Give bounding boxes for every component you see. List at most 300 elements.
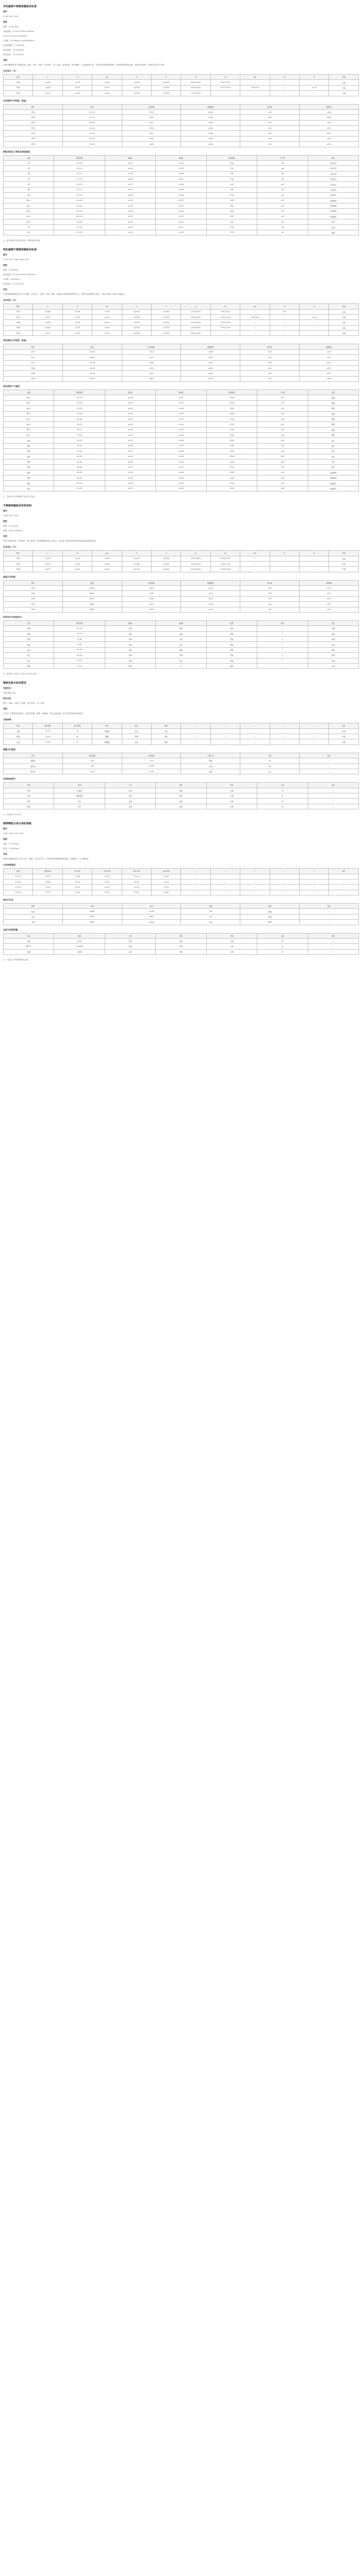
- table-cell: 余量: [329, 567, 359, 572]
- table-cell: ≤0.08: [33, 85, 62, 90]
- table-cell: ≤2.00: [92, 80, 122, 85]
- table-cell: —: [270, 885, 299, 890]
- use-label: 用途：: [3, 288, 9, 291]
- table-header-cell: 伸长率: [240, 104, 300, 109]
- table-cell: 清晰完整: [54, 793, 105, 799]
- table-header-cell: Mn: [92, 304, 122, 309]
- table-row: [4, 427, 359, 432]
- table-header-cell: Si: [62, 551, 92, 556]
- table-cell: 有: [257, 949, 308, 954]
- table-cell: ≤8: [257, 177, 308, 182]
- table-row: [4, 596, 359, 601]
- document-section: [3, 681, 359, 817]
- table-row: [4, 658, 359, 663]
- table-title: 包装规格: [3, 718, 11, 721]
- table-cell: —: [300, 769, 359, 774]
- table-cell: —: [308, 949, 358, 954]
- table-cell: —: [300, 325, 329, 330]
- table-cell: 1295: [4, 331, 33, 336]
- table-title: 供货状态与检验项目: [3, 615, 22, 618]
- table-cell: 20-40: [54, 476, 105, 481]
- table-cell: ≥35: [240, 586, 300, 591]
- table-cell: +6/0: [206, 198, 257, 203]
- table-cell: ≤6: [257, 230, 308, 235]
- table-header-row: [4, 75, 359, 80]
- table-cell: 拉伸: [105, 631, 155, 636]
- table-cell: 量具: [105, 938, 155, 943]
- table-cell: 合格: [206, 944, 257, 949]
- table-cell: ≤0.030: [152, 91, 181, 96]
- table-cell: 1: [257, 647, 308, 652]
- table-cell: +6/0: [206, 203, 257, 208]
- table-cell: ≥205: [181, 349, 240, 354]
- table-cell: 防潮纸: [92, 728, 122, 734]
- table-row: [4, 793, 359, 799]
- table-row: [4, 136, 359, 141]
- table-row: [4, 663, 359, 668]
- table-cell: 余量: [329, 309, 359, 314]
- table-cell: ≥250: [122, 607, 181, 612]
- table-header-cell: 重量范围: [62, 753, 122, 758]
- table-cell: 无破损: [54, 788, 105, 793]
- table-cell: 每批: [206, 637, 257, 642]
- table-cell: 标签: [122, 728, 151, 734]
- table-header-cell: 外径: [122, 904, 181, 909]
- table-cell: 3.0-4.0: [54, 400, 105, 405]
- table-cell: ≤0.10: [300, 314, 329, 319]
- table-cell: —: [308, 788, 358, 793]
- table-header-cell: 适用: [152, 723, 181, 728]
- table-cell: ≤200: [300, 109, 359, 114]
- table-cell: 22.00-24.00: [181, 320, 210, 325]
- table-cell: —: [270, 734, 299, 739]
- table-cell: ±0.40: [105, 427, 155, 432]
- table-cell: —: [240, 567, 270, 572]
- table-cell: 拉伸: [105, 637, 155, 642]
- table-cell: 固溶: [4, 626, 54, 631]
- table-cell: —: [329, 874, 359, 879]
- table-cell: ≤0.045: [122, 556, 151, 561]
- table-cell: ±0.25: [105, 411, 155, 416]
- table-cell: ±0.5%: [122, 764, 181, 769]
- table-cell: 1290: [4, 371, 63, 376]
- table-header-cell: 备注: [300, 753, 359, 758]
- table-cell: ±0.60: [156, 438, 206, 443]
- table-cell: ±0.10: [62, 879, 92, 884]
- table-title: 化学成分（%）: [3, 70, 18, 72]
- table-cell: 标准: [308, 647, 358, 652]
- table-cell: ≤217: [300, 586, 359, 591]
- table-cell: ≤16: [257, 486, 308, 491]
- table-header-cell: 偏差A: [105, 155, 155, 160]
- table-cell: 6.0-20: [54, 470, 105, 475]
- table-header-cell: 厚度: [62, 344, 122, 349]
- table-cell: 弯曲: [156, 653, 206, 658]
- table-header-cell: —: [240, 723, 270, 728]
- table-cell: 国内: [152, 734, 181, 739]
- table-cell: 完好: [54, 799, 105, 804]
- table-header-cell: 最大重量: [62, 723, 92, 728]
- table-cell: ±0.70: [105, 449, 155, 454]
- table-cell: 逐件: [156, 804, 206, 809]
- table-cell: +30/0: [206, 459, 257, 464]
- table-cell: ≤0.02: [54, 938, 105, 943]
- table-cell: —: [210, 890, 240, 895]
- table-row: [4, 642, 359, 647]
- table-cell: ≥35: [240, 607, 300, 612]
- table-cell: ±0.18: [105, 395, 155, 400]
- table-header-cell: 备注: [329, 869, 359, 874]
- table-cell: —: [240, 556, 270, 561]
- table-cell: 1250: [4, 131, 63, 136]
- table-cell: 拉伸: [105, 642, 155, 647]
- table-header-row: [4, 155, 359, 160]
- table-cell: ±0.30: [156, 411, 206, 416]
- table-cell: 6.0-8.0: [54, 416, 105, 421]
- table-cell: 目视: [308, 663, 358, 668]
- spec-line: 厚度：0.1-3.0mm: [3, 843, 19, 845]
- table-cell: —: [270, 561, 299, 566]
- table-cell: ≥205: [181, 131, 240, 136]
- table-cell: ≥205: [181, 136, 240, 141]
- table-cell: 5-10t: [62, 769, 122, 774]
- table-cell: No.1: [4, 422, 54, 427]
- table-cell: ≥440: [122, 142, 181, 147]
- table-cell: —: [270, 314, 299, 319]
- table-header-cell: N: [300, 551, 329, 556]
- table-cell: 覆膜: [92, 734, 122, 739]
- table-header-row: [4, 933, 359, 938]
- table-cell: 6.0-8.0: [54, 209, 105, 214]
- table-cell: —: [270, 85, 299, 90]
- use-paragraph: 产品出厂时附质量证明书，包装应防潮、防锈、防碰撞，适合长途运输，用户可提出特殊包装要求。: [3, 713, 85, 715]
- table-cell: ≤20: [257, 459, 308, 464]
- table-cell: 1200: [4, 80, 33, 85]
- table-cell: No.1: [4, 203, 54, 208]
- use-label: 用途：: [3, 853, 9, 856]
- table-cell: ±0.06: [105, 177, 155, 182]
- table-cell: No.1: [4, 214, 54, 219]
- table-header-cell: Cu: [270, 75, 299, 80]
- table-row: [4, 349, 359, 354]
- table-cell: ≤217: [300, 126, 359, 131]
- table-cell: 黑皮: [4, 438, 54, 443]
- table-row: [4, 607, 359, 612]
- table-cell: 符合: [54, 804, 105, 809]
- table-cell: 理论: [181, 758, 240, 764]
- table-cell: 1200: [4, 115, 63, 120]
- table-cell: 重量: [4, 804, 54, 809]
- table-cell: ≤1.00: [92, 91, 122, 96]
- table-cell: ≥420: [122, 586, 181, 591]
- table-cell: ±0.25: [92, 890, 122, 895]
- table-cell: 1295: [4, 376, 63, 381]
- table-header-cell: —: [270, 723, 299, 728]
- table-header-cell: 其他: [329, 551, 359, 556]
- table-header-cell: 项目: [4, 933, 54, 938]
- table-row: [4, 187, 359, 192]
- table-cell: ≥515: [122, 355, 181, 360]
- table-cell: —: [300, 91, 329, 96]
- table-row: [4, 193, 359, 198]
- table-cell: ≥400: [122, 596, 181, 601]
- table-row: [4, 360, 359, 365]
- table-cell: 0.3-1.0: [62, 109, 122, 114]
- table-cell: —: [210, 879, 240, 884]
- table-cell: 余量: [329, 561, 359, 566]
- table-cell: ≤8: [257, 225, 308, 230]
- table-cell: ≤0.045: [122, 567, 151, 572]
- table-header-cell: 适用厚度: [33, 723, 62, 728]
- table-cell: 冷轧光亮: [308, 177, 358, 182]
- table-title: 分条宽度偏差: [3, 863, 15, 867]
- table-cell: —: [210, 885, 240, 890]
- table-row: [4, 799, 359, 804]
- table-cell: ±0.25: [105, 203, 155, 208]
- table-cell: +3/0: [206, 225, 257, 230]
- table-row: [4, 914, 359, 919]
- table-cell: ±0.04: [105, 230, 155, 235]
- table-header-cell: 记录: [257, 783, 308, 788]
- table-row: [4, 631, 359, 636]
- table-row: [4, 126, 359, 131]
- table-cell: +25/0: [206, 454, 257, 459]
- use-paragraph: 适用于耐热设备、炉具部件、排气系统、热交换器等高温工况场合，在高温下保持良好的抗氧化性能及结构稳定性。: [3, 540, 98, 543]
- table-cell: 余量: [329, 80, 359, 85]
- table-cell: 热轧酸洗: [308, 209, 358, 214]
- table-header-cell: 硬度HB: [300, 344, 359, 349]
- table-cell: ≤6: [257, 160, 308, 165]
- table-header-cell: 计量: [240, 753, 300, 758]
- table-cell: ≤10t: [181, 920, 240, 925]
- table-cell: 6.0-20: [54, 653, 105, 658]
- table-cell: ±0.10: [92, 874, 122, 879]
- table-cell: —: [270, 320, 299, 325]
- table-cell: ≥205: [181, 126, 240, 131]
- table-cell: 1310: [4, 561, 33, 566]
- table-cell: —: [181, 734, 210, 739]
- table-cell: 拉丝: [308, 225, 358, 230]
- table-cell: ≤0.030: [152, 561, 181, 566]
- table-cell: 12-30: [54, 637, 105, 642]
- table-cell: ±0.90: [156, 454, 206, 459]
- table-cell: 16-80: [62, 355, 122, 360]
- table-header-cell: 备注: [308, 390, 358, 395]
- table-cell: 标签: [122, 739, 151, 744]
- table-cell: ±0.45: [105, 433, 155, 438]
- table-title: 冷轧钢带力学性能（室温）: [3, 99, 28, 102]
- table-cell: 1270: [4, 349, 63, 354]
- table-header-cell: —: [181, 723, 210, 728]
- table-header-cell: Mo: [240, 551, 270, 556]
- table-cell: 20-30: [54, 443, 105, 448]
- table-row: [4, 225, 359, 230]
- table-header-cell: 卷重: [181, 904, 240, 909]
- table-cell: No.1: [4, 406, 54, 411]
- table-cell: ≥110: [181, 591, 240, 596]
- table-row: [4, 944, 359, 949]
- table-cell: 酸洗: [308, 400, 358, 405]
- table-cell: 8K: [4, 230, 54, 235]
- table-note: 注：冷热轧产品可根据用户要求定尺剪切。: [3, 496, 37, 498]
- table-cell: 余量: [329, 85, 359, 90]
- table-cell: 抛丸: [4, 486, 54, 491]
- table-cell: 合格: [206, 949, 257, 954]
- table-cell: ±0.80: [105, 454, 155, 459]
- table-cell: ≤0.040: [122, 91, 151, 96]
- table-cell: ≥40: [240, 355, 300, 360]
- table-header-cell: 温度: [62, 580, 122, 585]
- table-cell: 2: [257, 637, 308, 642]
- table-cell: ≤15: [257, 427, 308, 432]
- spec-line: 中厚板：16-80mm: [3, 278, 20, 281]
- table-header-cell: —: [270, 869, 299, 874]
- table-header-cell: Cr: [181, 75, 210, 80]
- table-cell: 酸洗: [308, 411, 358, 416]
- table-cell: ≥170: [181, 360, 240, 365]
- table-cell: —: [210, 91, 240, 96]
- table-row: [4, 567, 359, 572]
- table-header-cell: —: [210, 723, 240, 728]
- table-cell: 20-50: [54, 658, 105, 663]
- table-cell: 冷轧光亮: [308, 171, 358, 176]
- table-cell: —: [300, 758, 359, 764]
- table-header-cell: 备注: [308, 783, 358, 788]
- table-cell: 合格: [206, 788, 257, 793]
- table-header-cell: Ni: [210, 551, 240, 556]
- spec-line: 热轧宽幅：2.0-16.0mm: [3, 49, 24, 51]
- table-cell: 1320: [4, 602, 63, 607]
- table-cell: 有: [257, 788, 308, 793]
- table-header-cell: —: [300, 869, 329, 874]
- table-cell: +3/0: [206, 219, 257, 225]
- table-cell: ±0.20: [92, 885, 122, 890]
- table-cell: 每批: [206, 642, 257, 647]
- table-cell: —: [210, 728, 240, 734]
- table-cell: 防潮: [240, 909, 300, 914]
- table-cell: 按实际: [4, 764, 63, 769]
- table-cell: 8.0-10: [54, 422, 105, 427]
- table-cell: ≤1200: [122, 909, 181, 914]
- table-cell: ±0.07: [156, 225, 206, 230]
- table-cell: 余量: [329, 314, 359, 319]
- table-header-row: [4, 904, 359, 909]
- table-cell: 标准: [4, 909, 63, 914]
- table-cell: ≥485: [122, 360, 181, 365]
- table-cell: ≥205: [181, 109, 240, 114]
- table-row: [4, 470, 359, 475]
- table-header-cell: Cr: [181, 551, 210, 556]
- table-row: [4, 602, 359, 607]
- table-cell: 2.0-16: [62, 349, 122, 354]
- table-row: [4, 203, 359, 208]
- table-header-row: [4, 580, 359, 585]
- table-cell: 硬度: [156, 626, 206, 631]
- table-cell: ±0.05: [156, 166, 206, 171]
- table-cell: No.1: [4, 433, 54, 438]
- table-cell: 光亮退火: [308, 193, 358, 198]
- table-cell: 2.00-3.00: [240, 85, 270, 90]
- table-cell: +20/0: [206, 443, 257, 448]
- table-cell: —: [300, 80, 329, 85]
- table-cell: —: [308, 938, 358, 943]
- table-cell: ±0.40: [156, 214, 206, 219]
- table-cell: 余量: [329, 320, 359, 325]
- table-cell: +3/0: [206, 230, 257, 235]
- table-cell: ≥120: [181, 607, 240, 612]
- table-cell: 24.00-26.00: [181, 567, 210, 572]
- table-cell: 1.0-1.5: [54, 171, 105, 176]
- table-cell: 冷轧光亮: [308, 160, 358, 165]
- table-cell: ≤0.045: [122, 320, 151, 325]
- table-cell: 50-60: [54, 459, 105, 464]
- table-cell: ≥205: [181, 371, 240, 376]
- table-cell: Φ300: [62, 914, 122, 919]
- table-cell: ≤0.08: [33, 80, 62, 85]
- table-cell: 退火: [4, 647, 54, 652]
- table-cell: 1200: [4, 120, 63, 125]
- table-cell: ≥40: [240, 365, 300, 370]
- table-cell: ±1.00: [105, 465, 155, 470]
- table-cell: ±1%: [122, 758, 181, 764]
- table-cell: 3.0-20: [33, 734, 62, 739]
- table-row: [4, 406, 359, 411]
- table-row: [4, 885, 359, 890]
- table-header-cell: 牌号: [4, 551, 33, 556]
- table-note: 注：分条加工可按图纸要求定制。: [3, 959, 29, 961]
- data-table: [3, 104, 359, 147]
- table-cell: 标识: [4, 793, 54, 799]
- table-cell: ≤0.08: [33, 556, 62, 561]
- table-cell: 防潮: [240, 920, 300, 925]
- table-row: [4, 182, 359, 187]
- table-cell: 0.5-3.0: [54, 219, 105, 225]
- table-cell: ±0.40: [156, 422, 206, 427]
- table-cell: 2.0-16: [62, 365, 122, 370]
- table-cell: ±0.08: [33, 879, 62, 884]
- table-cell: 24.00-26.00: [181, 325, 210, 330]
- table-cell: 19.00-22.00: [210, 325, 240, 330]
- table-cell: ≤0.08: [33, 320, 62, 325]
- table-cell: 22.00-25.00: [181, 561, 210, 566]
- table-cell: ≤217: [300, 591, 359, 596]
- table-cell: 冷轧光亮: [308, 182, 358, 187]
- table-row: [4, 653, 359, 658]
- table-cell: 2.0-3.0: [4, 890, 33, 895]
- table-cell: ≥205: [181, 115, 240, 120]
- table-cell: —: [300, 874, 329, 879]
- table-cell: —: [210, 331, 240, 336]
- table-cell: ±0.50: [105, 486, 155, 491]
- table-cell: ≤0.75: [62, 85, 92, 90]
- table-cell: ≤2.00: [92, 561, 122, 566]
- table-cell: Φ610: [62, 920, 122, 925]
- table-cell: ±0.15: [92, 879, 122, 884]
- table-cell: 1275: [4, 314, 33, 319]
- data-table: [3, 74, 359, 96]
- table-cell: 3t: [62, 728, 92, 734]
- table-row: [4, 142, 359, 147]
- table-cell: —: [300, 561, 329, 566]
- table-cell: 12-16: [54, 433, 105, 438]
- table-cell: 0.3-6.0: [33, 739, 62, 744]
- table-cell: ≤0.030: [152, 80, 181, 85]
- table-cell: kg: [240, 764, 300, 769]
- table-cell: ≤0.10: [300, 85, 329, 90]
- table-cell: 目视: [105, 949, 155, 954]
- table-cell: —: [300, 879, 329, 884]
- table-cell: 标准: [308, 653, 358, 658]
